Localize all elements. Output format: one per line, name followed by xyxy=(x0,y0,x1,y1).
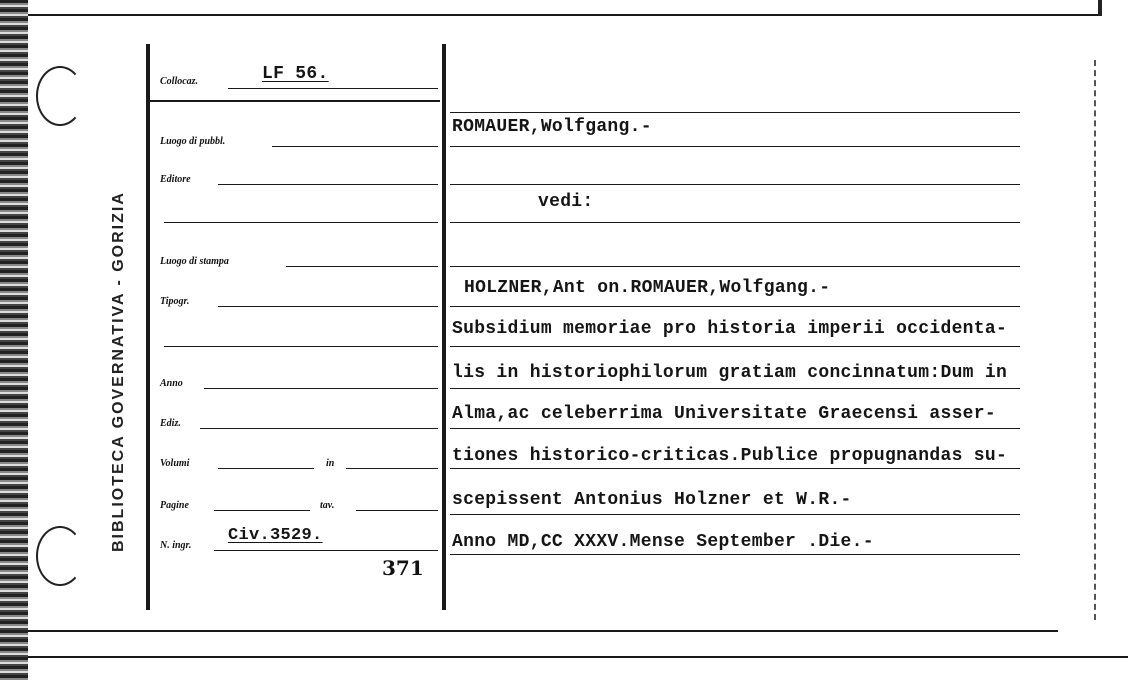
entry-rule-10 xyxy=(450,468,1020,469)
line-ediz xyxy=(200,428,438,429)
top-right-tick xyxy=(1098,0,1102,16)
entry-rule-4 xyxy=(450,222,1020,223)
line-editore xyxy=(218,184,438,185)
line-luogo-pubbl xyxy=(272,146,438,147)
entry-rule-3 xyxy=(450,184,1020,185)
line-tipogr-2 xyxy=(164,346,438,347)
line-volumi xyxy=(218,468,314,469)
scan-edge xyxy=(0,0,28,680)
title-line-6: Anno MD,CC XXXV.Mense September .Die.- xyxy=(452,532,874,552)
see-reference: vedi: xyxy=(538,192,594,212)
label-in: in xyxy=(326,458,335,469)
line-pagine xyxy=(214,510,310,511)
bottom-border-inner xyxy=(28,630,1058,632)
top-border xyxy=(28,14,1098,16)
entry-rule-12 xyxy=(450,554,1020,555)
label-collocazione: Collocaz. xyxy=(160,76,199,87)
entry-rule-11 xyxy=(450,514,1020,515)
entry-rule-9 xyxy=(450,428,1020,429)
line-in xyxy=(346,468,438,469)
entry-rule-7 xyxy=(450,346,1020,347)
label-anno: Anno xyxy=(160,378,183,389)
line-tav xyxy=(356,510,438,511)
title-line-3: Alma,ac celeberrima Universitate Graecensi asser- xyxy=(452,404,996,424)
value-n-ingresso: Civ.3529. xyxy=(228,526,323,545)
left-column-rule xyxy=(146,44,150,610)
line-collocazione xyxy=(228,88,438,89)
entry-rule-1 xyxy=(450,112,1020,113)
label-tipogr: Tipogr. xyxy=(160,296,190,307)
label-editore: Editore xyxy=(160,174,191,185)
line-luogo-stampa xyxy=(286,266,438,267)
title-line-4: tiones historico-criticas.Publice propugnandas su- xyxy=(452,446,1008,466)
label-pagine: Pagine xyxy=(160,500,189,511)
bottom-border-outer xyxy=(28,656,1128,658)
entry-rule-8 xyxy=(450,388,1020,389)
entry-rule-2 xyxy=(450,146,1020,147)
main-heading: HOLZNER,Ant on.ROMAUER,Wolfgang.- xyxy=(464,278,831,298)
label-luogo-pubbl: Luogo di pubbl. xyxy=(160,136,226,147)
line-n-ingr xyxy=(214,550,438,551)
library-name: BIBLIOTECA GOVERNATIVA - GORIZIA xyxy=(110,191,127,552)
line-anno xyxy=(204,388,438,389)
value-collocazione: LF 56. xyxy=(262,64,329,84)
punch-hole-bottom xyxy=(36,526,84,586)
label-tav: tav. xyxy=(320,500,335,511)
line-editore-2 xyxy=(164,222,438,223)
title-line-1: Subsidium memoriae pro historia imperii occidenta- xyxy=(452,319,1008,339)
label-n-ingr: N. ingr. xyxy=(160,540,192,551)
label-luogo-stampa: Luogo di stampa xyxy=(160,256,229,267)
center-column-rule xyxy=(442,44,446,610)
handwritten-number: 371 xyxy=(382,556,424,580)
label-ediz: Ediz. xyxy=(160,418,181,429)
title-line-5: scepissent Antonius Holzner et W.R.- xyxy=(452,490,852,510)
entry-rule-6 xyxy=(450,306,1020,307)
title-line-2: lis in historiophilorum gratiam concinnatum:Dum in xyxy=(452,363,1008,383)
rule-under-collocazione xyxy=(150,100,440,102)
line-tipogr xyxy=(218,306,438,307)
entry-rule-5 xyxy=(450,266,1020,267)
author-heading: ROMAUER,Wolfgang.- xyxy=(452,117,652,137)
right-edge-dashes xyxy=(1094,60,1096,620)
label-volumi: Volumi xyxy=(160,458,190,469)
punch-hole-top xyxy=(36,66,84,126)
